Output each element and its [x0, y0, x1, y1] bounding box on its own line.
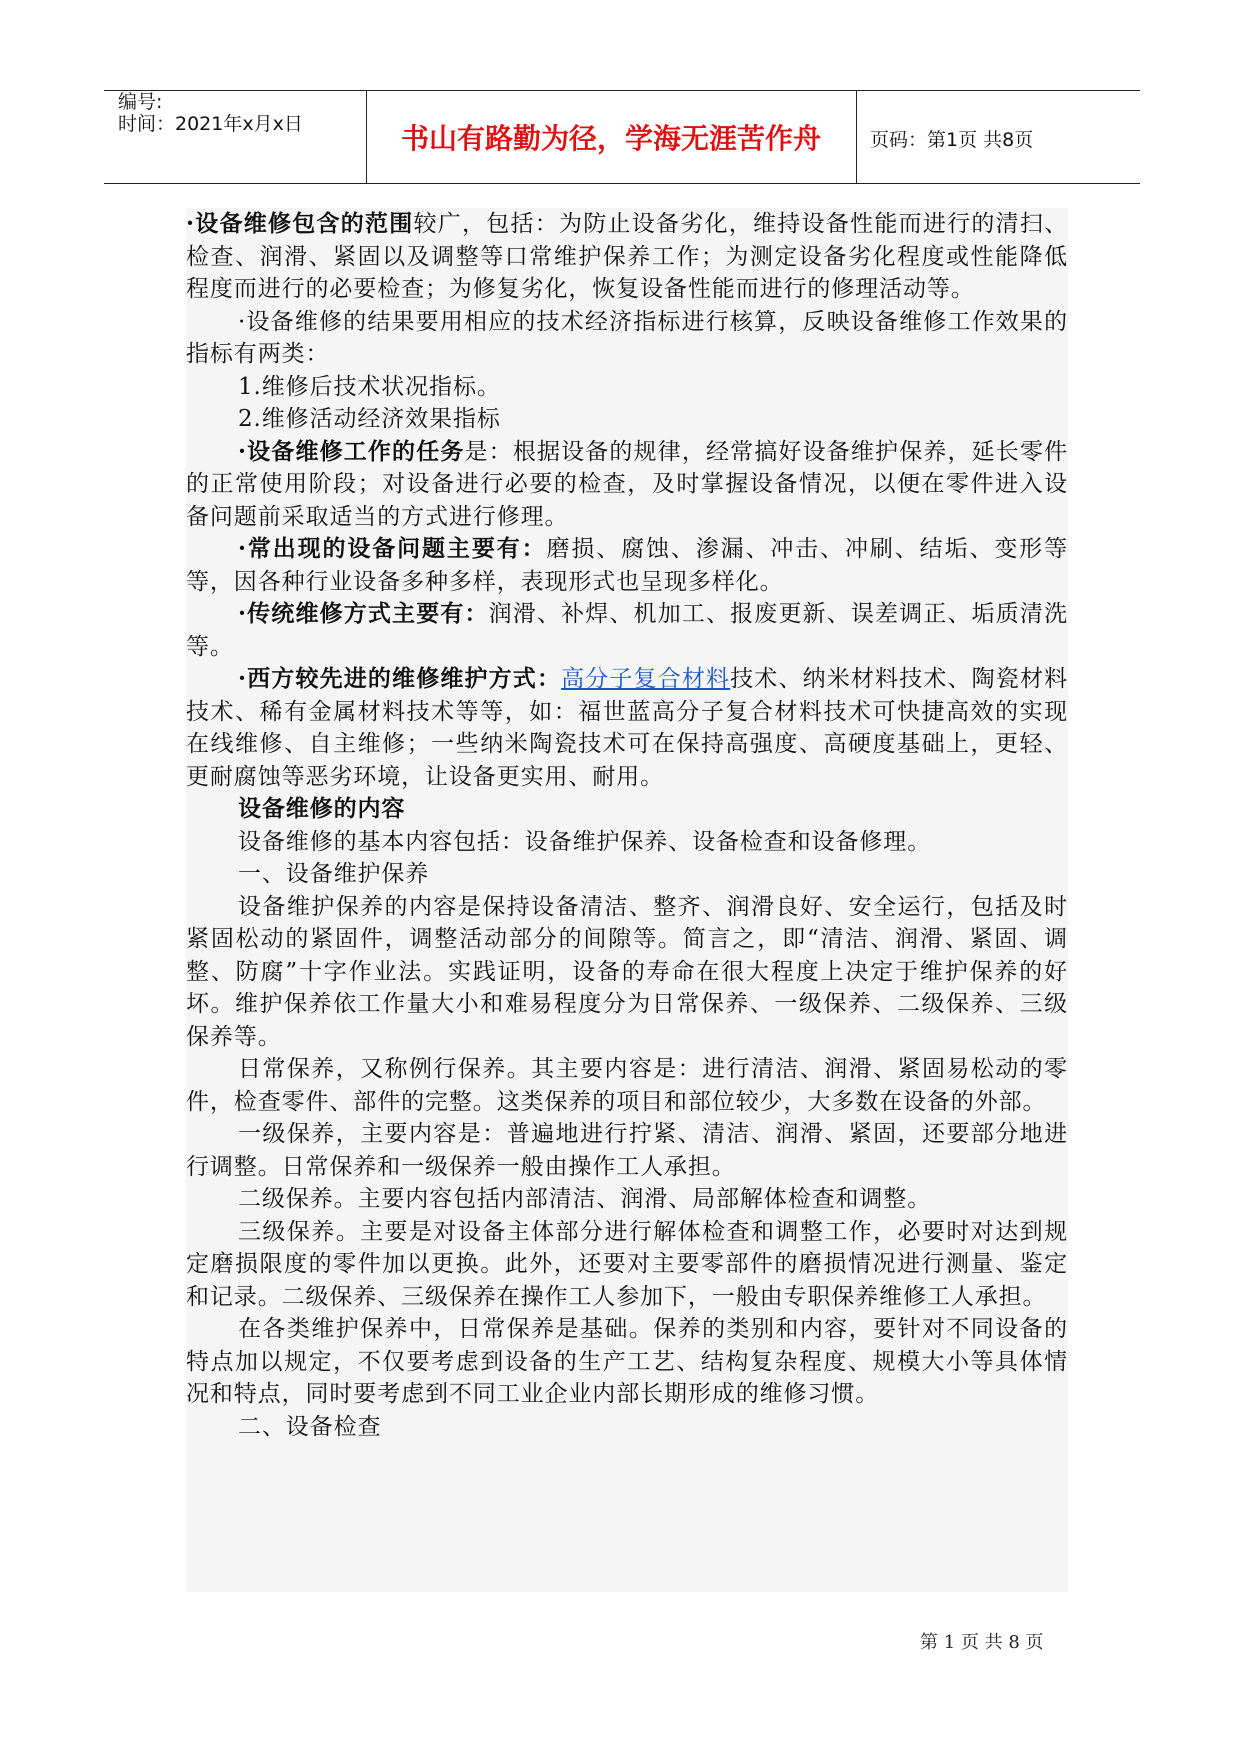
paragraph-scope [186, 208, 1068, 306]
paragraph-traditional-text: 润滑、补焊、机加工、报废更新、误差调正、垢质清洗等。 [186, 601, 1068, 660]
list-item-2: 2.维修活动经济效果指标 [238, 406, 501, 432]
header-motto: 书山有路勤为径，学海无涯苦作舟 [400, 122, 821, 155]
polymer-composite-link[interactable]: 高分子复合材料 [561, 666, 731, 692]
paragraph-traditional-heading: ·传统维修方式主要有： [238, 600, 489, 627]
header-middle-cell [366, 91, 857, 183]
header-page-number: 页码：第1页 共8页 [870, 129, 1034, 151]
header-right-cell [856, 91, 1140, 183]
section-heading-content-text: 设备维修的内容 [238, 795, 406, 822]
paragraph-task-text: 是：根据设备的规律，经常搞好设备维护保养，延长零件的正常使用阶段；对设备进行必要的检查，及时掌握设备情况，以便在零件进入设备问题前采取适当的方式进行修理。 [186, 438, 1069, 530]
section-heading-content [186, 793, 1068, 826]
document-body [186, 208, 1068, 1592]
paragraph-problems-text: 磨损、腐蚀、渗漏、冲击、冲刷、结垢、变形等等，因各种行业设备多种多样，表现形式也呈现多样化。 [186, 536, 1068, 595]
page-header [104, 90, 1140, 184]
subheading-maintenance: 一、设备维护保养 [238, 861, 430, 887]
paragraph-daily: 日常保养，又称例行保养。其主要内容是：进行清洁、润滑、紧固易松动的零件，检查零件、部件的完整。这类保养的项目和部位较少，大多数在设备的外部。 [186, 1056, 1068, 1115]
paragraph-level-two: 二级保养。主要内容包括内部清洁、润滑、局部解体检查和调整。 [238, 1186, 932, 1212]
paragraph-scope-text: 较广，包括：为防止设备劣化，维持设备性能而进行的清扫、检查、润滑、紧固以及调整等口常维护保养工作；为测定设备劣化程度或性能降低程度而进行的必要检查；为修复劣化，恢复设备性能而进行的修理活动等。 [186, 211, 1068, 302]
paragraph-scope-heading: ·设备维修包含的范围 [186, 210, 414, 237]
paragraph-traditional [186, 598, 1068, 663]
paragraph-basic-content: 设备维修的基本内容包括：设备维护保养、设备检查和设备修理。 [238, 828, 932, 855]
paragraph-task [186, 436, 1068, 534]
paragraph-level-three: 三级保养。主要是对设备主体部分进行解体检查和调整工作，必要时对达到规定磨损限度的零件加以更换。此外，还要对主要零部件的磨损情况进行测量、鉴定和记录。二级保养、三级保养在操作工人参加下，一般由专职保养维修工人承担。 [186, 1218, 1068, 1310]
paragraph-western [186, 663, 1068, 793]
header-left-cell [104, 91, 367, 183]
document-time-label: 时间：2021年x月x日 [118, 113, 303, 135]
page-footer: 第 1 页 共 8 页 [920, 1632, 1044, 1653]
paragraph-level-one: 一级保养，主要内容是：普遍地进行拧紧、清洁、润滑、紧固，还要部分地进行调整。日常保养和一级保养一般由操作工人承担。 [186, 1121, 1068, 1180]
paragraph-task-heading: ·设备维修工作的任务 [238, 437, 465, 465]
paragraph-western-heading: ·西方较先进的维修维护方式： [238, 665, 562, 692]
paragraph-result: ·设备维修的结果要用相应的技术经济指标进行核算，反映设备维修工作效果的指标有两类： [186, 308, 1068, 367]
paragraph-problems-heading: ·常出现的设备问题主要有： [238, 535, 547, 562]
paragraph-maintenance: 设备维护保养的内容是保持设备清洁、整齐、润滑良好、安全运行，包括及时紧固松动的紧固件，调整活动部分的间隙等。简言之，即“清洁、润滑、紧固、调整、防腐”十字作业法。实践证明，设备的寿命在很大程度上决定于维护保养的好坏。维护保养依工作量大小和难易程度分为日常保养、一级保养、二级保养、三级保养等。 [186, 893, 1068, 1050]
paragraph-summary: 在各类维护保养中，日常保养是基础。保养的类别和内容，要针对不同设备的特点加以规定，不仅要考虑到设备的生产工艺、结构复杂程度、规模大小等具体情况和特点，同时要考虑到不同工业企业内部长期形成的维修习惯。 [186, 1316, 1068, 1407]
subheading-inspection: 二、设备检查 [238, 1413, 382, 1440]
paragraph-western-text: 技术、纳米材料技术、陶瓷材料技术、稀有金属材料技术等等，如：福世蓝高分子复合材料技术可快捷高效的实现在线维修、自主维修；一些纳米陶瓷技术可在保持高强度、高硬度基础上，更轻、更耐腐蚀等恶劣环境，让设备更实用、耐用。 [186, 666, 1068, 790]
list-item-1: 1.维修后技术状况指标。 [238, 373, 501, 400]
paragraph-problems [186, 533, 1068, 598]
document-number-label: 编号: [118, 91, 163, 113]
